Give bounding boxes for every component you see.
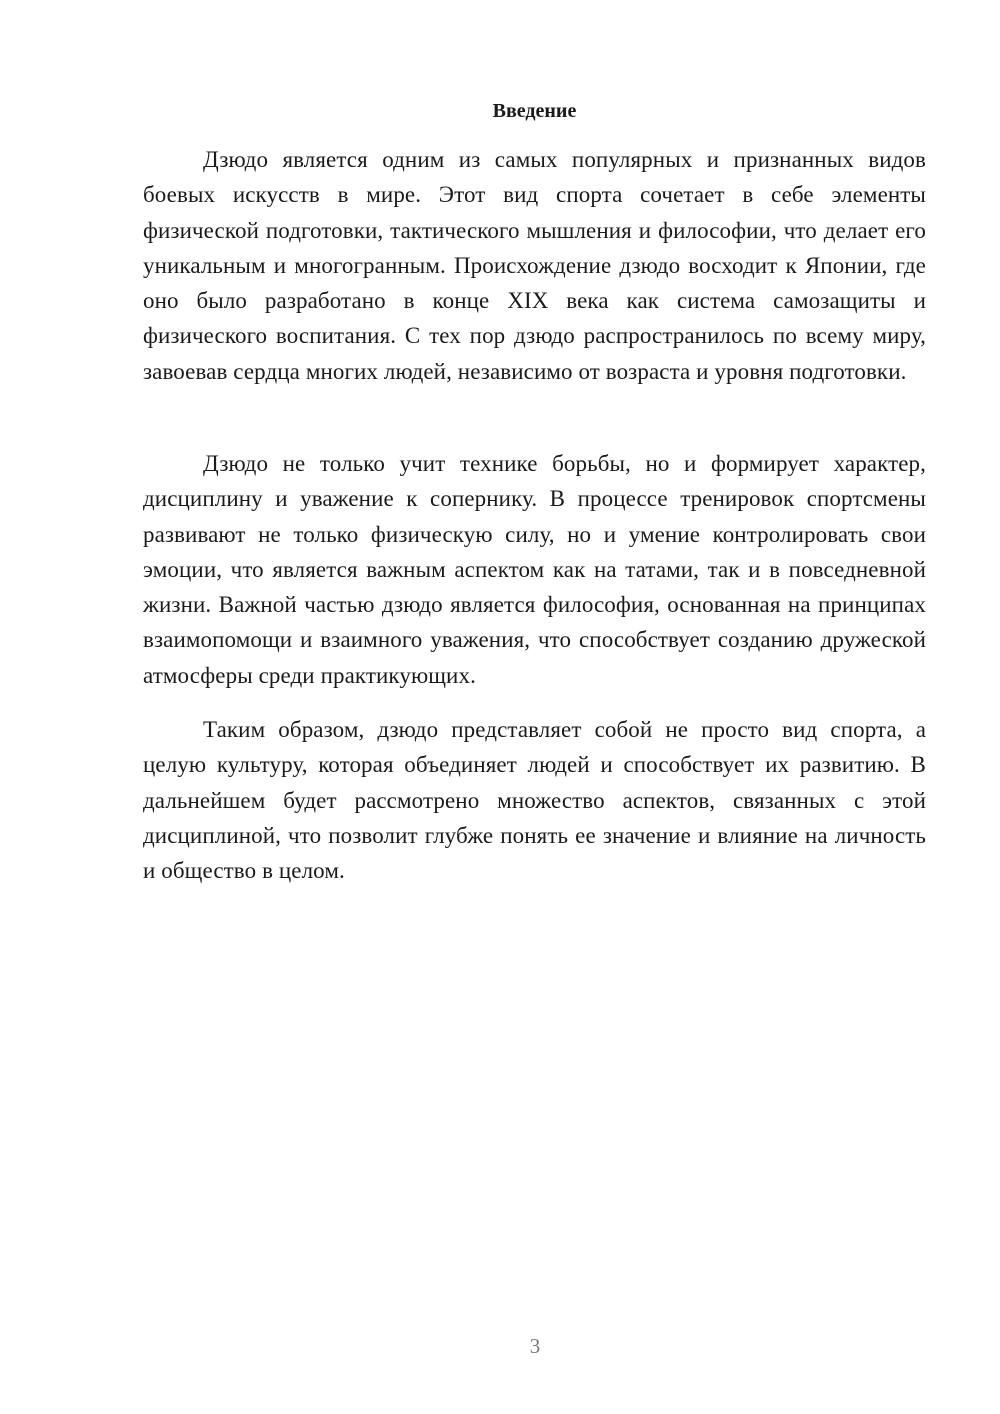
paragraph-3: Таким образом, дзюдо представляет собой не просто вид спорта, а целую культуру, которая объединяет людей и способствует их развитию. В дальнейшем будет рассмотрено множество аспектов, связанных с этой дисциплиной, что позволит глубже понять ее значение и влияние на личность и общество в целом. <box>143 717 926 884</box>
paragraph-2: Дзюдо не только учит технике борьбы, но и формирует характер, дисциплину и уважение к сопернику. В процессе тренировок спортсмены развивают не только физическую силу, но и умение контролировать свои эмоции, что является важным аспектом как на татами, так и в повседневной жизни. Важной частью дзюдо является философия, основанная на принципах взаимопомощи и взаимного уважения, что способствует созданию дружеской атмосферы среди практикующих. <box>143 451 926 688</box>
section-heading: Введение <box>492 100 577 122</box>
paragraph-1: Дзюдо является одним из самых популярных и признанных видов боевых искусств в мире. Этот вид спорта сочетает в себе элементы физической подготовки, тактического мышления и философии, что делает его уникальным и многогранным. Происхождение дзюдо восходит к Японии, где оно было разработано в конце XIX века как система самозащиты и физического воспитания. С тех пор дзюдо распространилось по всему миру, завоевав сердца многих людей, независимо от возраста и уровня подготовки. <box>143 147 926 384</box>
page-number: 3 <box>529 1334 541 1358</box>
